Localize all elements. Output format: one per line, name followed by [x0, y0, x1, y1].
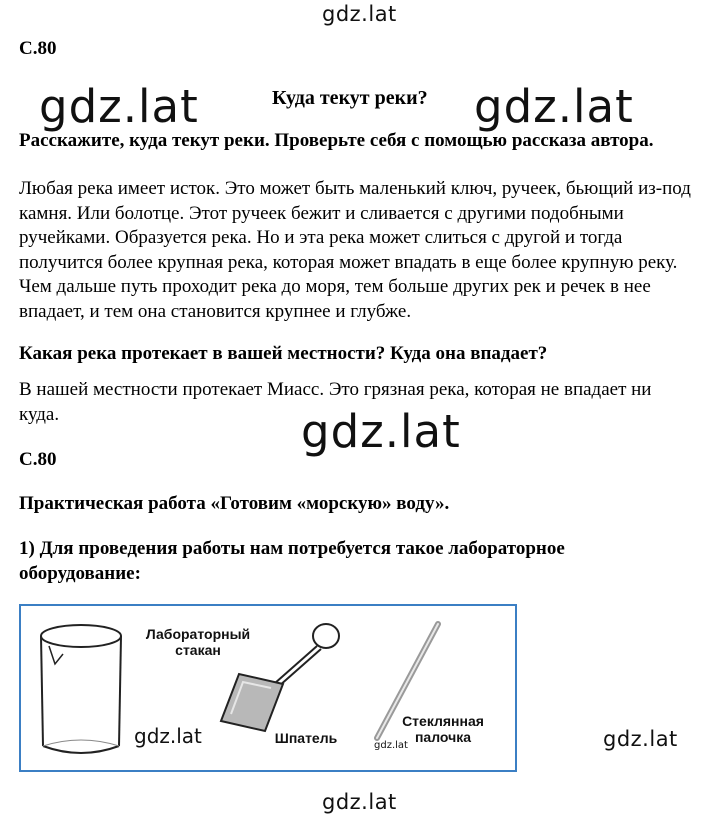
beaker-icon — [41, 625, 121, 753]
figure-watermark-1: gdz.lat — [134, 724, 202, 748]
page-ref: С.80 — [19, 38, 57, 59]
watermark-right: gdz.lat — [474, 80, 634, 133]
task2-answer: В нашей местности протекает Миасс. Это грязная река, которая не впадает ни куда. — [19, 379, 652, 425]
spatula-label: Шпатель — [274, 730, 338, 746]
beaker-label: Лабораторный стакан — [145, 626, 251, 658]
watermark-center: gdz.lat — [301, 405, 461, 458]
watermark-top: gdz.lat — [322, 2, 397, 26]
practical-title: Практическая работа «Готовим «морскую» воду». — [19, 493, 450, 514]
task1-answer: Любая река имеет исток. Это может быть маленький ключ, ручеек, бьющий из-под камня. Или болотце. Этот ручеек бежит и сливается с другими подобными ручейками. Образуется река. Но и эта река может слиться с другой и тогда получится более крупная река, которая может впадать в еще более крупную реку. Чем дальше путь проходит река до моря, тем больше других рек и речек в нее впадает, и тем она становится крупнее и глубже. — [19, 178, 691, 322]
section-title: Куда текут реки? — [272, 87, 428, 109]
figure-watermark-2: gdz.lat — [374, 740, 408, 751]
watermark-figure-right: gdz.lat — [603, 727, 678, 751]
task2-question: Какая река протекает в вашей местности? Куда она впадает? — [19, 343, 548, 364]
page-ref-2: С.80 — [19, 449, 57, 470]
task1-question: Расскажите, куда текут реки. Проверьте себя с помощью рассказа автора. — [19, 130, 654, 151]
watermark-bottom: gdz.lat — [322, 790, 397, 814]
step1-text: 1) Для проведения работы нам потребуется такое лабораторное оборудование: — [19, 538, 565, 584]
equipment-figure — [19, 604, 517, 772]
watermark-left: gdz.lat — [39, 80, 199, 133]
glass-rod-label: Стеклянная палочка — [402, 713, 484, 745]
